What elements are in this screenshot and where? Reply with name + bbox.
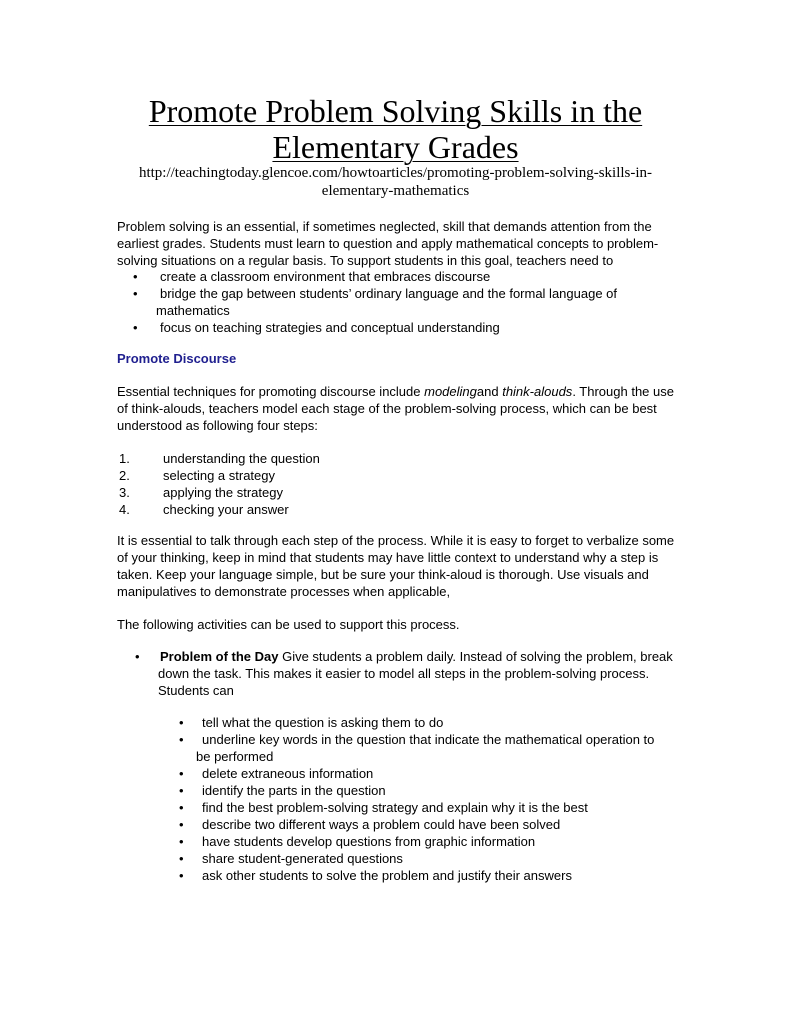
bullet-icon: • bbox=[133, 286, 138, 301]
step-number: 2. bbox=[119, 468, 130, 483]
list-item: • delete extraneous information bbox=[179, 766, 374, 781]
bullet-icon: • bbox=[133, 269, 138, 284]
bullet-icon: • bbox=[179, 715, 184, 730]
list-item: 2. selecting a strategy bbox=[119, 468, 276, 483]
step-number: 4. bbox=[119, 502, 130, 517]
bullet-icon: • bbox=[179, 834, 184, 849]
activity-label: Problem of the Day bbox=[160, 649, 279, 664]
list-item: 1. understanding the question bbox=[119, 451, 320, 466]
list-item: • identify the parts in the question bbox=[179, 783, 386, 798]
page-title bbox=[100, 93, 691, 165]
activities-intro: The following activities can be used to support this process. bbox=[117, 617, 460, 632]
bullet-icon: • bbox=[135, 649, 140, 664]
source-url-line-2: elementary-mathematics bbox=[321, 183, 470, 199]
source-url-line-1: http://teachingtoday.glencoe.com/howtoarticles/promoting-problem-solving-skills-in- bbox=[138, 165, 653, 181]
section-heading: Promote Discourse bbox=[117, 351, 237, 366]
bullet-icon: • bbox=[133, 320, 138, 335]
title-line-2: Elementary Grades bbox=[272, 129, 519, 165]
list-item: • describe two different ways a problem could have been solved bbox=[179, 817, 561, 832]
bullet-icon: • bbox=[179, 732, 184, 747]
source-url bbox=[110, 164, 681, 200]
student-tasks-list bbox=[117, 714, 687, 884]
intro-paragraph: Problem solving is an essential, if sometimes neglected, skill that demands attention from the earliest grades. Students must learn to question and apply mathematical concepts to problem-solving situations on a regular basis. To support students in this goal, teachers need to bbox=[117, 219, 659, 268]
bullet-icon: • bbox=[179, 800, 184, 815]
list-item: • create a classroom environment that embraces discourse bbox=[133, 269, 491, 284]
techniques-paragraph: Essential techniques for promoting discourse include modelingand think-alouds. Through the use of think-alouds, teachers model each stage of the problem-solving process, which can be best understood as following four steps: bbox=[117, 384, 674, 433]
bullet-icon: • bbox=[179, 817, 184, 832]
essential-paragraph: It is essential to talk through each step of the process. While it is easy to forget to verbalize some of your thinking, keep in mind that students may have little context to understand why a step is taken. Keep your language simple, but be sure your think-aloud is thorough. Use visuals and manipulatives to demonstrate processes when applicable, bbox=[117, 533, 675, 599]
bullet-icon: • bbox=[179, 783, 184, 798]
bullet-icon: • bbox=[179, 766, 184, 781]
list-item: • ask other students to solve the problem and justify their answers bbox=[179, 868, 572, 883]
list-item: • find the best problem-solving strategy and explain why it is the best bbox=[179, 800, 588, 815]
step-number: 3. bbox=[119, 485, 130, 500]
list-item: • bridge the gap between students’ ordinary language and the formal language of mathematics bbox=[133, 286, 618, 318]
list-item: • share student-generated questions bbox=[179, 851, 403, 866]
title-line-1: Promote Problem Solving Skills in the bbox=[148, 93, 643, 129]
bullet-icon: • bbox=[179, 868, 184, 883]
activities-list bbox=[117, 648, 687, 699]
steps-list bbox=[117, 450, 687, 518]
bullet-icon: • bbox=[179, 851, 184, 866]
list-item: • have students develop questions from graphic information bbox=[179, 834, 536, 849]
list-item: • Problem of the Day Give students a problem daily. Instead of solving the problem, break down the task. This makes it easier to model all steps in the problem-solving process. Students can bbox=[135, 649, 673, 698]
list-item: • underline key words in the question that indicate the mathematical operation to be performed bbox=[179, 732, 655, 764]
list-item: 4. checking your answer bbox=[119, 502, 289, 517]
list-item: • focus on teaching strategies and conceptual understanding bbox=[133, 320, 500, 335]
teacher-needs-list bbox=[117, 268, 687, 336]
list-item: • tell what the question is asking them to do bbox=[179, 715, 444, 730]
list-item: 3. applying the strategy bbox=[119, 485, 283, 500]
step-number: 1. bbox=[119, 451, 130, 466]
